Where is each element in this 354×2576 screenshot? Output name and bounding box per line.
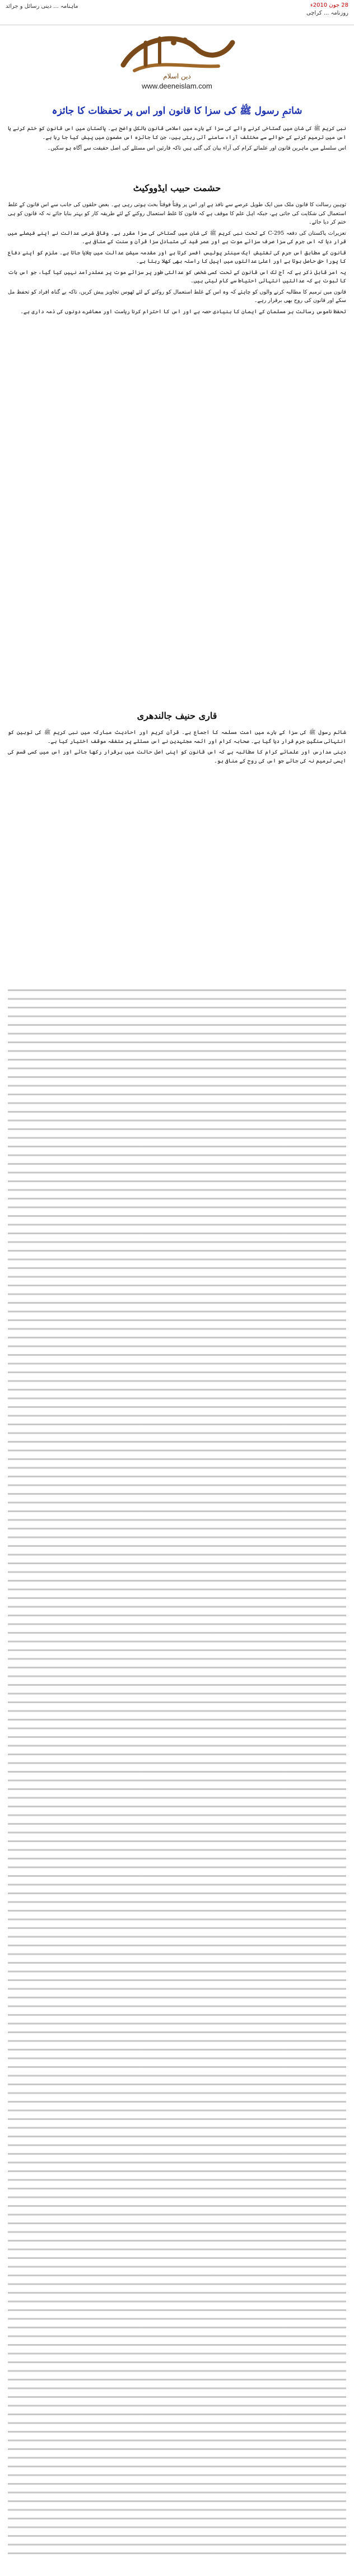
publication-date: 28 جون 2010ء [310, 2, 348, 8]
author-byline: حشمت حبیب ایڈووکیٹ [133, 183, 221, 193]
publication-name: ماہنامہ ... دینی رسائل و جرائد [6, 3, 78, 10]
article-paragraph: تحفظ ناموس رسالت ہر مسلمان کے ایمان کا بنیادی حصہ ہے اور اس کا احترام کرنا ریاست اور معاشرے دونوں کی ذمہ داری ہے۔ [20, 308, 346, 315]
article-paragraph: یہ امر قابل ذکر ہے کہ آج تک اس قانون کے تحت کسی شخص کو عدالتی طور پر سزائے موت پر عملدرآمد نہیں کیا گیا، جو اس بات کا ثبوت ہے کہ عدالتیں انتہائی احتیاط سے کام لیتی ہیں۔ [8, 269, 346, 284]
deen-e-islam-logo-icon [112, 26, 242, 81]
article-paragraph: قانون میں ترمیم کا مطالبہ کرنے والوں کو چاہئے کہ وہ اس کے غلط استعمال کو روکنے کے لئے ٹھوس تجاویز پیش کریں، تاکہ بے گناہ افراد کو تحفظ مل سکے اور قانون کی روح بھی برقرار رہے۔ [8, 289, 346, 304]
article-headline: شاتمِ رسول ﷺ کی سزا کا قانون اور اس پر تحفظات کا جائزہ [52, 105, 302, 117]
article-paragraph: توہین رسالت کا قانون ملک میں ایک طویل عرصے سے نافذ ہے اور اس پر وقتاً فوقتاً بحث ہوتی رہی ہے۔ بعض حلقوں کی جانب سے اس قانون کے غلط استعمال کی شکایت کی جاتی ہے، جبکہ اہل علم کا موقف ہے کہ قانون کا غلط استعمال روکنے کے لئے طریقہ کار کو بہتر بنایا جائے نہ کہ قانون کو ہی ختم کر دیا جائے۔ [8, 202, 346, 225]
site-url[interactable]: www.deeneislam.com [142, 82, 212, 90]
article-paragraph: تعزیرات پاکستان کی دفعہ 295-C کے تحت نبی کریم ﷺ کی شان میں گستاخی کی سزا مقرر ہے۔ وفاقی شرعی عدالت نے اپنے فیصلے میں قرار دیا کہ اس جرم کی سزا صرف سزائے موت ہے اور عمر قید کی متبادل سزا قرآن و سنت کے منافی ہے۔ [8, 230, 346, 245]
article-paragraph: دینی مدارس اور علمائے کرام کا مطالبہ ہے کہ اس قانون کو اپنی اصل حالت میں برقرار رکھا جائے اور اس میں کسی قسم کی ایسی ترمیم نہ کی جائے جو اس کی روح کے منافی ہو۔ [8, 749, 346, 764]
publication-city: روزنامہ ... کراچی [306, 10, 348, 16]
article-section [8, 728, 346, 768]
page-header [0, 0, 354, 25]
article-section [8, 201, 346, 318]
article-paragraph: شاتم رسول ﷺ کی سزا کے بارے میں امت مسلمہ کا اجماع ہے۔ قرآن کریم اور احادیث مبارکہ میں نبی کریم ﷺ کی توہین کو انتہائی سنگین جرم قرار دیا گیا ہے۔ صحابہ کرام اور ائمہ مجتہدین نے اس مسئلے پر متفقہ موقف اختیار کیا ہے۔ [8, 729, 346, 745]
intro-paragraph: نبی کریم ﷺ کی شان میں گستاخی کرنے والے کی سزا کے بارے میں اسلامی قانون بالکل واضح ہے۔ پاکستان میں اس قانون کو ختم کرنے یا اس میں ترمیم کرنے کے حوالے سے مختلف آراء سامنے آتی رہتی ہیں، جن کا جائزہ اس مضمون میں پیش کیا جا رہا ہے۔ [8, 125, 346, 141]
article-intro [8, 124, 346, 155]
logo-text: دین اسلام [163, 72, 191, 80]
article-body-text-block [8, 986, 346, 2555]
intro-paragraph: اس سلسلے میں ماہرین قانون اور علمائے کرام کی آراء بیان کی گئی ہیں تاکہ قارئین اس مسئلے کی اصل حقیقت سے آگاہ ہو سکیں۔ [47, 145, 346, 151]
article-paragraph: قانون کے مطابق اس جرم کی تفتیش ایک سینئر پولیس افسر کرتا ہے اور مقدمہ سیشن عدالت میں چلایا جاتا ہے۔ ملزم کو اپنے دفاع کا پورا حق حاصل ہوتا ہے اور اعلیٰ عدالتوں میں اپیل کا راستہ بھی کھلا رہتا ہے۔ [8, 249, 346, 264]
masthead [112, 26, 242, 93]
author-byline: قاری حنیف جالندھری [137, 710, 217, 721]
